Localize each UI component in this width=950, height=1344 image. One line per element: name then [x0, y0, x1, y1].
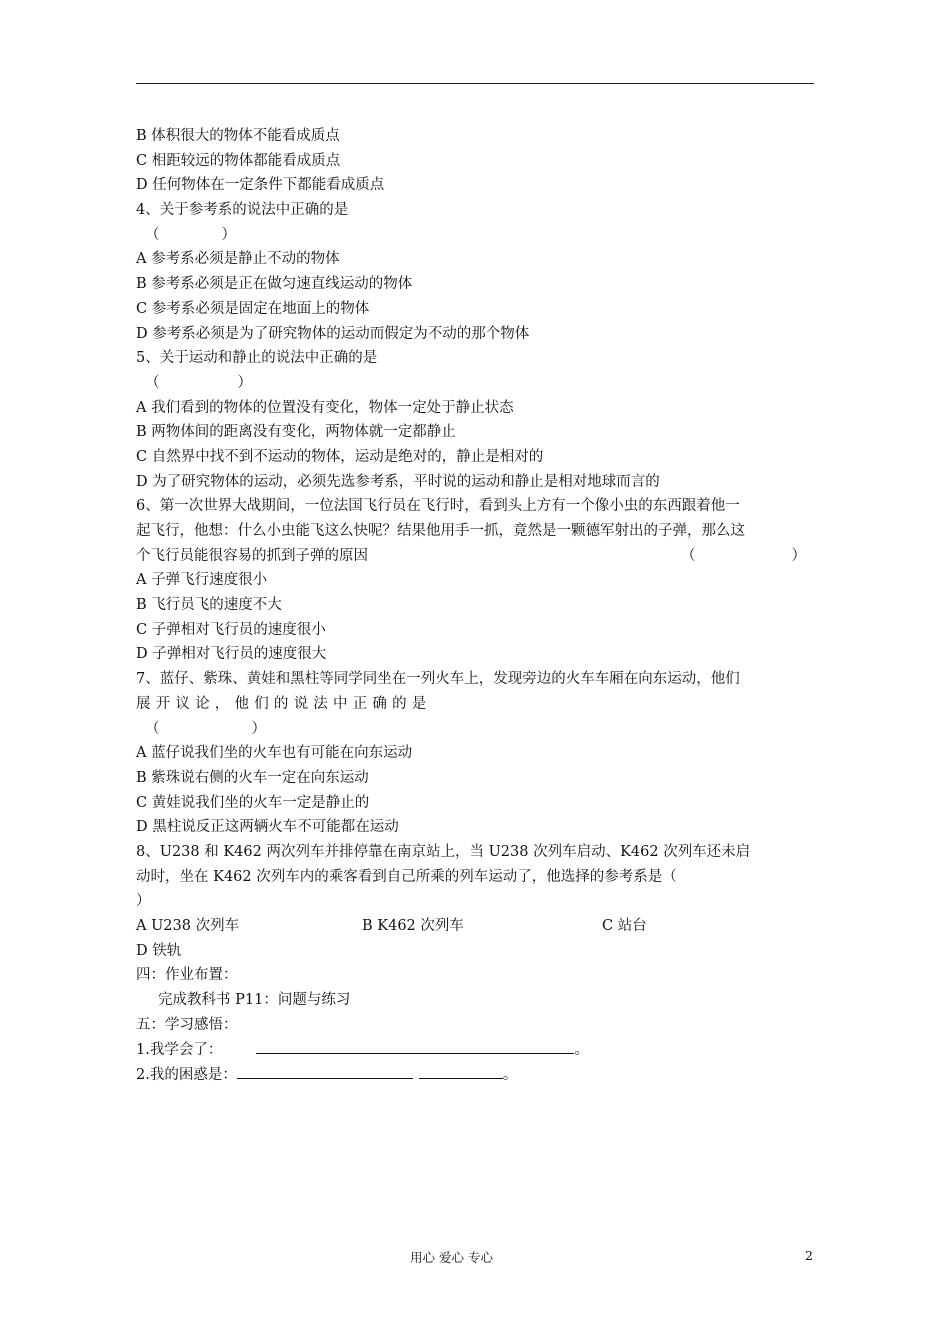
confusion-blank-1[interactable] [237, 1062, 413, 1079]
q4-option-c: C 参考系必须是固定在地面上的物体 [136, 300, 370, 317]
confusion-line [136, 1062, 814, 1087]
q3-option-b: B 体积很大的物体不能看成质点 [136, 128, 340, 144]
question-6-line-1: 6、第一次世界大战期间，一位法国飞行员在飞行时，看到头上方有一个像小虫的东西跟着他一 [136, 498, 740, 515]
confusion-period: 。 [502, 1067, 518, 1084]
q6-option-b: B 飞行员飞的速度不大 [136, 597, 282, 614]
q7-option-c: C 黄娃说我们坐的火车一定是静止的 [136, 794, 370, 811]
page-number: 2 [805, 1248, 813, 1263]
q7-option-d: D 黑柱说反正这两辆火车不可能都在运动 [136, 819, 399, 836]
section-5-heading: 五：学习感悟： [136, 1016, 238, 1033]
q3-option-d: D 任何物体在一定条件下都能看成质点 [136, 177, 385, 194]
q6-option-d: D 子弹相对飞行员的速度很大 [136, 646, 327, 663]
header-rule [136, 83, 814, 84]
q7-option-b: B 紫珠说右侧的火车一定在向东运动 [136, 769, 369, 786]
question-6-text: 个飞行员能很容易的抓到子弹的原因 [136, 547, 368, 564]
learned-line [136, 1037, 814, 1062]
document-body [136, 124, 814, 1087]
paren-open: （ [145, 374, 160, 391]
q4-option-b: B 参考系必须是正在做匀速直线运动的物体 [136, 276, 413, 293]
q5-option-b: B 两物体间的距离没有变化，两物体就一定都静止 [136, 424, 456, 441]
section-4-heading: 四：作业布置： [136, 967, 238, 984]
question-7-line-2: 展开议论，他们的说法中正确的是 [136, 695, 432, 712]
q8-option-b: B K462 次列车 [362, 918, 464, 934]
q8-option-d: D 铁轨 [136, 942, 182, 959]
question-6-line-3 [136, 544, 814, 569]
learned-blank[interactable] [256, 1037, 574, 1054]
learned-label: 1.我学会了： [136, 1042, 223, 1059]
question-8-line-3: ） [136, 893, 151, 910]
answer-blank-6: （ ） [681, 547, 806, 564]
q8-option-a: A U238 次列车 [136, 918, 240, 934]
q6-option-c: C 子弹相对飞行员的速度很小 [136, 621, 326, 638]
q5-option-a: A 我们看到的物体的位置没有变化，物体一定处于静止状态 [136, 399, 514, 416]
paren-close: ） [237, 374, 252, 391]
learned-period: 。 [574, 1042, 589, 1059]
question-4: 4、关于参考系的说法中正确的是 [136, 202, 349, 219]
question-8-line-1: 8、U238 和 K462 两次列车并排停靠在南京站上，当 U238 次列车启动、K462 次列车还未启 [136, 843, 751, 860]
confusion-blank-2[interactable] [419, 1062, 503, 1079]
q8-options-row [136, 914, 814, 939]
question-7-line-1: 7、蓝仔、紫珠、黄娃和黑柱等同学同坐在一列火车上，发现旁边的火车车厢在向东运动，他们 [136, 671, 740, 688]
confusion-label: 2.我的困惑是： [136, 1067, 237, 1084]
answer-blank-5 [136, 371, 814, 396]
homework-item: 完成教科书 P11：问题与练习 [158, 992, 351, 1009]
answer-blank-7 [136, 717, 814, 742]
q4-option-d: D 参考系必须是为了研究物体的运动而假定为不动的那个物体 [136, 325, 530, 342]
footer-motto: 用心 爱心 专心 [410, 1250, 493, 1265]
answer-blank-4 [136, 223, 814, 248]
q7-option-a: A 蓝仔说我们坐的火车也有可能在向东运动 [136, 745, 413, 762]
paren-open: （ [145, 226, 160, 243]
q4-option-a: A 参考系必须是静止不动的物体 [136, 251, 340, 268]
question-8-line-2: 动时，坐在 K462 次列车内的乘客看到自己所乘的列车运动了，他选择的参考系是（ [136, 868, 677, 885]
q6-option-a: A 子弹飞行速度很小 [136, 572, 268, 589]
paren-open: （ [145, 720, 160, 737]
q5-option-c: C 自然界中找不到不运动的物体，运动是绝对的，静止是相对的 [136, 448, 544, 465]
paren-close: ） [251, 720, 266, 737]
question-6-line-2: 起飞行，他想：什么小虫能飞这么快呢？结果他用手一抓，竟然是一颗德军射出的子弹，那么这 [136, 523, 745, 539]
paren-close: ） [221, 226, 236, 243]
question-5: 5、关于运动和静止的说法中正确的是 [136, 350, 378, 367]
q5-option-d: D 为了研究物体的运动，必须先选参考系，平时说的运动和静止是相对地球而言的 [136, 473, 660, 490]
q8-option-c: C 站台 [602, 918, 647, 934]
q3-option-c: C 相距较远的物体都能看成质点 [136, 152, 341, 169]
